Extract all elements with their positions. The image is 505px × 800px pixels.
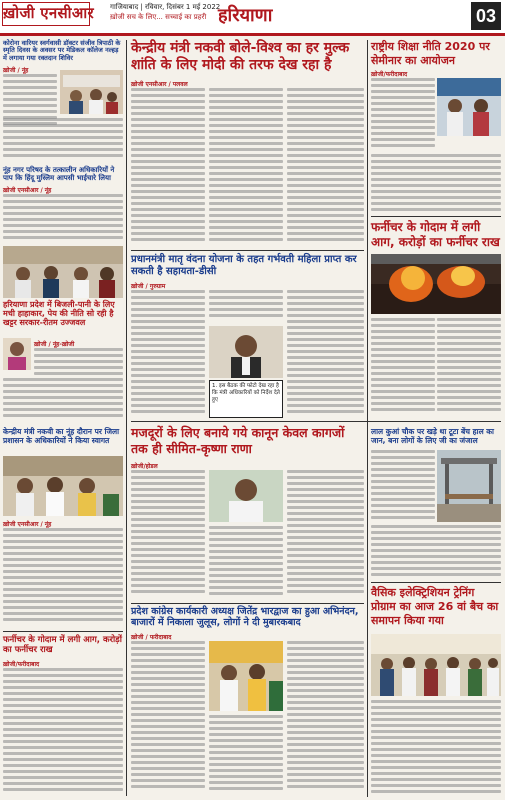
section-title: हरियाणा bbox=[218, 5, 273, 26]
byline: ख़ोजी/फरीदाबाद bbox=[371, 71, 408, 78]
article-text bbox=[371, 525, 501, 579]
congress-photo bbox=[209, 641, 283, 711]
headline-nakvi-welcome: केन्द्रीय मंत्री नकवी का नूंह दौरान पर जिला प्रशासन के अधिकारियों ने किया स्वागत bbox=[3, 427, 120, 445]
headline-pm-scheme: प्रधानमंत्री मातृ वंदना योजना के तहत गर्भवती महिला प्राप्त कर सकती है सहायता-डीसी bbox=[131, 254, 357, 277]
nakvi-welcome-photo bbox=[3, 456, 123, 516]
article-text bbox=[437, 318, 501, 418]
article-text bbox=[371, 450, 435, 522]
headline-blood-camp: कोरोना वारियर स्वर्गवासी डॉक्टर संजीव त्रिपाठी के स्मृति दिवस के अवसर पर मेडिकल कॉलेज नल्हड़ में लगाया गया रक्तदान शिविर bbox=[3, 39, 121, 62]
column-rule bbox=[367, 421, 368, 797]
headline-furniture-fire: फर्नीचर के गोदाम में लगी आग, करोड़ों का फर्नीचर राख bbox=[371, 220, 500, 249]
article-text bbox=[3, 528, 123, 628]
headline-electricity: हरियाणा प्रदेश में बिजली-पानी के लिए मची हाहाकार, पेय की नीति सो रही है खट्टर सरकार-रीतम उज्जवल bbox=[3, 300, 115, 328]
article-text bbox=[3, 378, 123, 424]
article-text bbox=[287, 641, 364, 797]
article-text bbox=[131, 88, 205, 246]
article-text bbox=[3, 118, 123, 164]
newspaper-logo: ख़ोजी एनसीआर bbox=[3, 4, 94, 22]
byline: ख़ोजी / नूंह-ख़ोजी bbox=[34, 341, 75, 348]
byline: ख़ोजी / नूंह bbox=[3, 67, 29, 74]
byline: ख़ोजी / फरीदाबाद bbox=[131, 634, 172, 641]
headline-lead: केन्द्रीय मंत्री नकवी बोले-विश्व का हर मुल्क शांति के लिए मोदी की तरफ देख रहा है bbox=[131, 40, 350, 73]
article-text bbox=[287, 470, 364, 600]
headline-nuh: नूंह नगर परिषद के तत्कालीन अधिकारियों ने पाप कि हिंदू मुस्लिम आपसी भाईचारे लिया bbox=[3, 166, 115, 183]
divider bbox=[131, 603, 364, 604]
headline-labour: मजदूरों के लिए बनाये गये कानून केवल कागजों तक ही सीमित-कृष्णा राणा bbox=[131, 425, 345, 456]
headline-bus-stand: लाल कुआं चौक पर खड़े था टूटा बेंच हाल का जान, बना लोगों के लिए जी का जंजाल bbox=[371, 427, 494, 445]
nep-photo bbox=[437, 78, 501, 136]
headline-electrician-training: वैसिक इलेक्ट्रिशियन ट्रेनिंग प्रोग्राम का आज 26 वां बैच का समापन किया गया bbox=[371, 586, 499, 627]
headline-furniture-small: फर्नीचर के गोदाम में लगी आग, करोड़ों का फर्नीचर राख bbox=[3, 635, 122, 655]
dc-photo bbox=[209, 326, 283, 378]
article-text bbox=[287, 290, 364, 418]
dateline: गाजियाबाद | रविवार, दिसंबर 1 मई 2022 bbox=[110, 3, 221, 11]
masthead bbox=[0, 0, 505, 35]
divider bbox=[131, 250, 364, 251]
byline: ख़ोजी एनसीआर / नूंह bbox=[3, 187, 52, 194]
column-rule bbox=[367, 40, 368, 421]
article-text bbox=[209, 715, 283, 797]
caption-box bbox=[209, 380, 283, 418]
divider bbox=[371, 216, 501, 217]
rana-photo bbox=[209, 470, 283, 522]
reporter-photo bbox=[3, 338, 31, 370]
byline: ख़ोजी एनसीआर / नूंह bbox=[3, 521, 52, 528]
article-text bbox=[131, 641, 205, 797]
divider bbox=[131, 421, 501, 422]
article-text bbox=[371, 318, 435, 418]
article-text bbox=[209, 88, 283, 246]
nuh-photo bbox=[3, 246, 123, 298]
article-text bbox=[131, 290, 205, 418]
article-text bbox=[287, 88, 364, 246]
article-text bbox=[131, 470, 205, 600]
article-text bbox=[34, 348, 123, 378]
blood-camp-photo bbox=[60, 70, 123, 114]
headline-nep: राष्ट्रीय शिक्षा नीति 2020 पर सेमीनार का आयोजन bbox=[371, 40, 490, 67]
byline: ख़ोजी/होडल bbox=[131, 463, 158, 470]
divider bbox=[371, 582, 501, 583]
training-photo bbox=[371, 634, 501, 696]
page-number: 03 bbox=[471, 2, 501, 30]
bus-stand-photo bbox=[437, 450, 501, 522]
column-rule bbox=[126, 40, 127, 796]
article-text bbox=[371, 700, 501, 796]
tagline: ख़ोजी सच के लिए... सच्चाई का प्रहरी bbox=[110, 13, 207, 21]
article-text bbox=[209, 290, 283, 324]
caption-text: 1. इस बैठक की फोटो देख रहा है कि मंत्री अधिकारियों को निर्देश देते हुए bbox=[212, 383, 280, 404]
header-divider bbox=[0, 33, 505, 36]
byline: ख़ोजी / गुरुग्राम bbox=[131, 283, 166, 290]
article-text bbox=[3, 194, 123, 244]
divider bbox=[3, 631, 123, 632]
byline: ख़ोजी एनसीआर / पलवल bbox=[131, 81, 188, 88]
byline: ख़ोजी/फरीदाबाद bbox=[3, 661, 40, 668]
headline-congress: प्रदेश कांग्रेस कार्यकारी अध्यक्ष जितेंद्र भारद्वाज का हुआ अभिनंदन, बाजारों में निकाला जुलूस, लोगों ने दी मुबारकबाद bbox=[131, 606, 359, 628]
article-text bbox=[209, 526, 283, 600]
article-text bbox=[371, 78, 435, 152]
article-text bbox=[371, 154, 501, 214]
fire-photo bbox=[371, 254, 501, 314]
article-text bbox=[3, 668, 123, 798]
